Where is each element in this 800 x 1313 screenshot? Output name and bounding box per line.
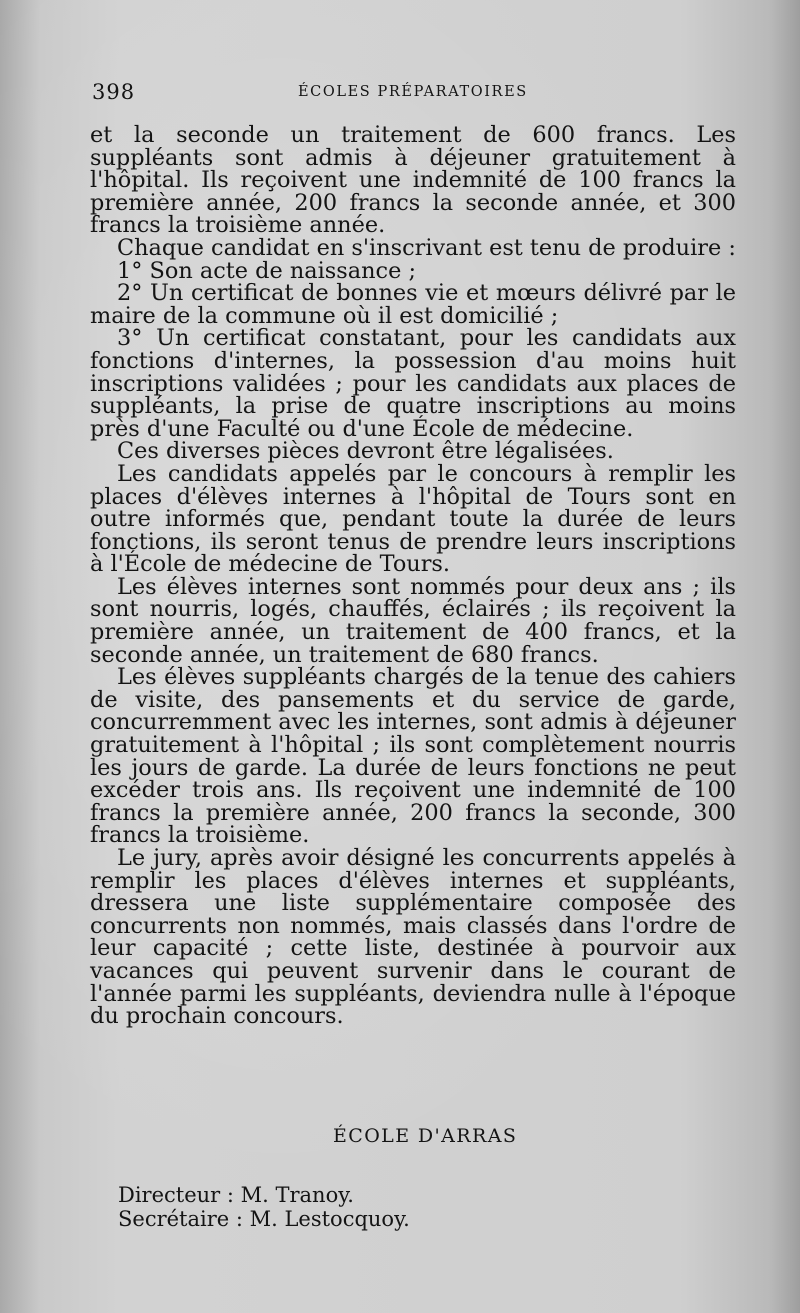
running-head: [0, 80, 800, 110]
paragraph-required-documents: Chaque candidat en s'inscrivant est tenu de produire :: [117, 234, 736, 261]
paragraph-tours-inscriptions: Les candidats appelés par le concours à remplir les places d'élèves internes à l'hôpital de Tours sont en outre informés que, pendant toute la durée de leurs fonctions, ils seront tenus de prendre leurs inscriptions à l'École de médecine de Tours.: [90, 460, 736, 578]
list-item-morality-certificate: 2° Un certificat de bonnes vie et mœurs délivré par le maire de la commune où il est domicilié ;: [90, 280, 736, 329]
paragraph-suppleants: Les élèves suppléants chargés de la tenue des cahiers de visite, des pansements et du service de garde, concurremment avec les internes, sont admis à déjeuner gratuitement à l'hôpital ; ils sont complètement nourris les jours de garde. La durée de leurs fonctions ne peut excéder trois ans. Ils reçoivent une indemnité de 100 francs la première année, 200 francs la seconde, 300 francs la troisième.: [90, 664, 736, 849]
director-line: Directeur : M. Tranoy.: [118, 1183, 354, 1207]
list-item-inscriptions-certificate: 3° Un certificat constatant, pour les candidats aux fonctions d'internes, la possession d'au moins huit inscriptions validées ; pour les candidats aux places de suppléants, la prise de quatre inscriptions au moins près d'une Faculté ou d'une École de médecine.: [90, 325, 736, 442]
body-text: [90, 124, 736, 1028]
paragraph-continuation: et la seconde un traitement de 600 francs. Les suppléants sont admis à déjeuner gratuitement à l'hôpital. Ils reçoivent une indemnité de 100 francs la première année, 200 francs la seconde année, et 300 francs la troisième année.: [90, 122, 736, 239]
section-title: ÉCOLE D'ARRAS: [333, 1125, 518, 1147]
paragraph-legalization: Ces diverses pièces devront être légalisées.: [117, 438, 614, 465]
staff-list: [118, 1183, 410, 1231]
list-item-birth-certificate: 1° Son acte de naissance ;: [117, 257, 417, 284]
page-number: 398: [92, 80, 136, 104]
paragraph-internes: Les élèves internes sont nommés pour deux ans ; ils sont nourris, logés, chauffés, éclairés ; ils reçoivent la première année, un traitement de 400 francs, et la seconde année, un traitement de 680 francs.: [90, 573, 736, 668]
paragraph-jury: Le jury, après avoir désigné les concurrents appelés à remplir les places d'élèves internes et suppléants, dressera une liste supplémentaire composée des concurrents non nommés, mais classés dans l'ordre de leur capacité ; cette liste, destinée à pourvoir aux vacances qui peuvent survenir dans le courant de l'année parmi les suppléants, deviendra nulle à l'époque du prochain concours.: [90, 845, 736, 1030]
secretary-line: Secrétaire : M. Lestocquoy.: [118, 1207, 410, 1231]
running-title: ÉCOLES PRÉPARATOIRES: [298, 84, 528, 100]
